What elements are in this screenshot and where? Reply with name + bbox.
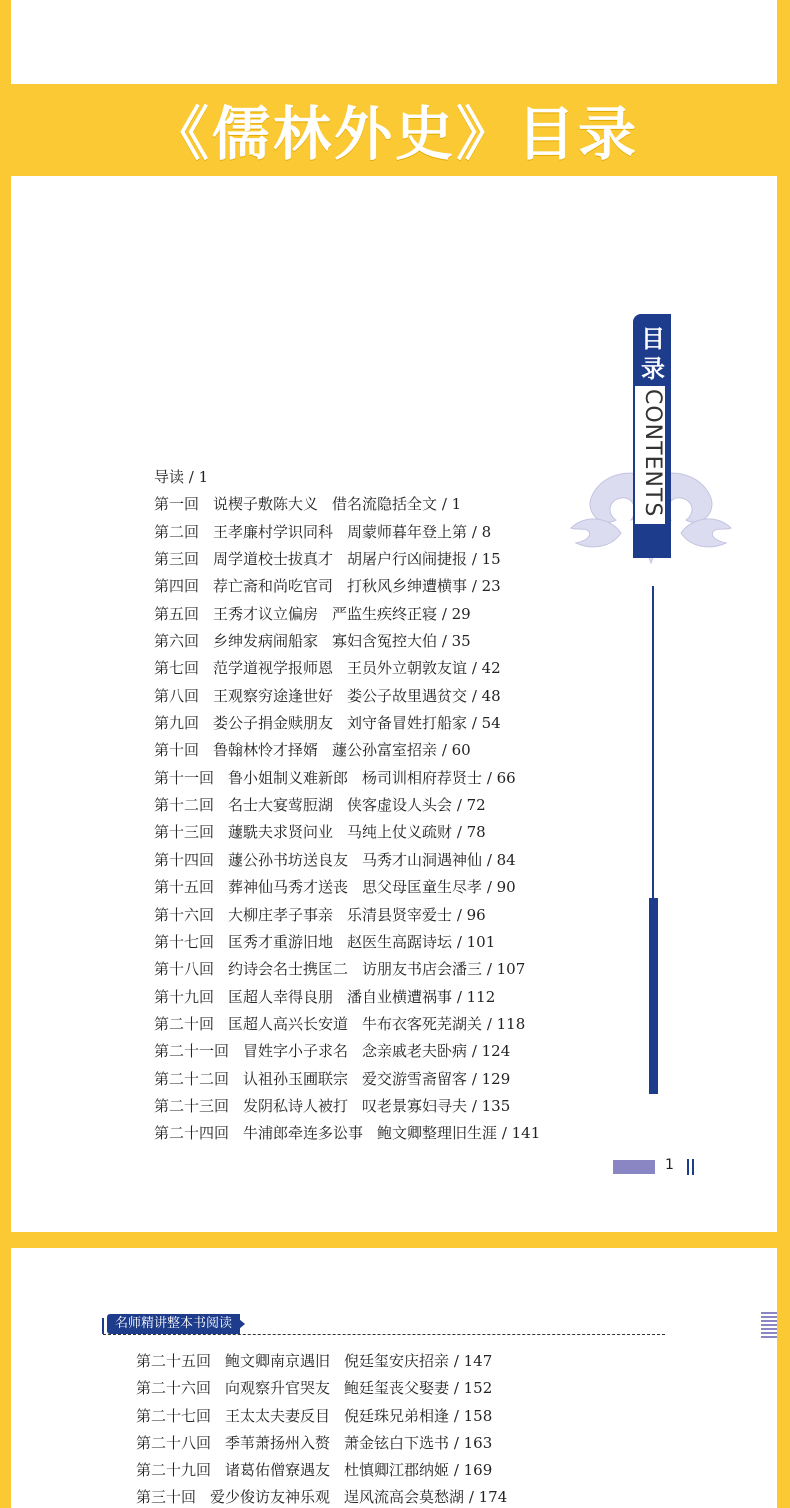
decor-vertical-bar [649,898,658,1094]
chapter-page: 163 [463,1433,493,1452]
chapter-page: 1 [451,495,462,514]
chapter-number: 第二回 [154,522,200,541]
page-number: 1 [665,1157,674,1173]
chapter-page: 35 [451,632,471,651]
toc-list-continued [136,1348,507,1508]
chapter-title-second: 马秀才山洞遇神仙 [362,850,483,869]
decor-vertical-line [652,586,654,898]
chapter-number: 第二十六回 [136,1379,212,1398]
chapter-number: 第二十三回 [154,1096,230,1115]
toc-entry: 第二十五回 鲍文卿南京遇旧 倪廷玺安庆招亲 / 147 [136,1352,493,1370]
chapter-page: 78 [466,823,486,842]
chapter-title-second: 逞风流高会莫愁湖 [344,1488,465,1507]
chapter-title-first: 王观察穷途逢世好 [213,686,334,705]
chapter-page: 141 [511,1124,541,1143]
chapter-title-first: 诸葛佑僧寮遇友 [225,1461,331,1480]
side-stripes [761,1312,777,1340]
chapter-number: 第十三回 [154,823,215,842]
chapter-title-first: 乡绅发病闹船家 [213,632,319,651]
chapter-number: 第十二回 [154,796,215,815]
chapter-title-first: 匡超人幸得良朋 [228,987,334,1006]
chapter-number: 第九回 [154,714,200,733]
chapter-title-second: 倪廷珠兄弟相逢 [344,1406,450,1425]
chapter-page: 169 [463,1461,493,1480]
page-number-bar [613,1160,655,1174]
chapter-title-second: 倪廷玺安庆招亲 [344,1352,450,1370]
chapter-title-first: 匡超人高兴长安道 [228,1014,349,1033]
chapter-page: 147 [463,1352,493,1370]
contents-page-2 [11,1248,777,1508]
chapter-number: 第二十八回 [136,1433,212,1452]
chapter-number: 导读 [154,468,185,486]
chapter-page: 129 [481,1069,511,1088]
chapter-page: 152 [463,1379,493,1398]
chapter-title-first: 匡秀才重游旧地 [228,932,334,951]
chapter-title-first: 牛浦郎牵连多讼事 [243,1124,364,1143]
chapter-page: 112 [466,987,496,1006]
chapter-number: 第二十七回 [136,1406,212,1425]
chapter-page: 174 [478,1488,508,1507]
toc-entry: 第十八回 约诗会名士携匡二 访朋友书店会潘三 / 107 [154,956,540,983]
toc-entry: 第十六回 大柳庄孝子事亲 乐清县贤宰爱士 / 96 [154,902,540,929]
chapter-page: 42 [481,659,501,678]
chapter-title-first: 荐亡斋和尚吃官司 [213,577,334,596]
chapter-number: 第十六回 [154,905,215,924]
toc-entry: 第四回 荐亡斋和尚吃官司 打秋风乡绅遭横事 / 23 [154,573,540,600]
chapter-title-second: 胡屠户行凶闹捷报 [347,550,468,569]
chapter-page: 15 [481,550,501,569]
chapter-page: 107 [496,960,526,979]
chapter-title-second: 访朋友书店会潘三 [362,960,483,979]
chapter-title-first: 范学道视学报师恩 [213,659,334,678]
chapter-page: 72 [466,796,486,815]
toc-entry: 第二十八回 季苇萧扬州入赘 萧金铉白下选书 / 163 [136,1433,493,1452]
chapter-title-first: 冒姓字小子求名 [243,1042,349,1061]
toc-entry: 第七回 范学道视学报师恩 王员外立朝敦友谊 / 42 [154,655,540,682]
chapter-number: 第八回 [154,686,200,705]
chapter-number: 第十五回 [154,878,215,897]
chapter-number: 第四回 [154,577,200,596]
chapter-title-second: 潘自业横遭祸事 [347,987,453,1006]
chapter-title-first: 说楔子敷陈大义 [213,495,319,514]
toc-entry: 第二十一回 冒姓字小子求名 念亲戚老夫卧病 / 124 [154,1038,540,1065]
chapter-title-second: 寡妇含冤控大伯 [332,632,438,651]
page-mark [692,1159,694,1175]
chapter-title-first: 鲁翰林怜才择婿 [213,741,319,760]
top-white-panel [11,0,777,84]
chapter-page: 158 [463,1406,493,1425]
toc-entry: 第九回 娄公子捐金赎朋友 刘守备冒姓打船家 / 54 [154,710,540,737]
toc-entry: 第六回 乡绅发病闹船家 寡妇含冤控大伯 / 35 [154,628,540,655]
chapter-number: 第二十一回 [154,1042,230,1061]
chapter-page: 135 [481,1096,511,1115]
chapter-title-first: 鲍文卿南京遇旧 [225,1352,331,1370]
toc-entry: 第十一回 鲁小姐制义难新郎 杨司训相府荐贤士 / 66 [154,765,540,792]
chapter-title-second: 鲍廷玺丧父娶妻 [344,1379,450,1398]
chapter-title-first: 向观察升官哭友 [225,1379,331,1398]
chapter-page: 96 [466,905,486,924]
chapter-page: 54 [481,714,501,733]
toc-entry: 第二十七回 王太太夫妻反目 倪廷珠兄弟相逢 / 158 [136,1406,493,1425]
chapter-page: 124 [481,1042,511,1061]
toc-entry: 第二回 王孝廉村学识同科 周蒙师暮年登上第 / 8 [154,519,540,546]
toc-entry: 第一回 说楔子敷陈大义 借名流隐括全文 / 1 [154,491,540,518]
chapter-title-first: 认祖孙玉圃联宗 [243,1069,349,1088]
chapter-title-second: 严监生疾终正寝 [332,604,438,623]
chapter-number: 第三十回 [136,1488,197,1507]
chapter-title-second: 杨司训相府荐贤士 [362,768,483,787]
chapter-title-first: 名士大宴莺脰湖 [228,796,334,815]
chapter-page: 8 [481,522,492,541]
chapter-page: 84 [496,850,516,869]
chapter-page: 118 [496,1014,526,1033]
chapter-title-first: 王孝廉村学识同科 [213,522,334,541]
toc-entry: 第十三回 蘧駪夫求贤问业 马纯上仗义疏财 / 78 [154,819,540,846]
chapter-title-first: 爱少俊访友神乐观 [210,1488,331,1507]
chapter-number: 第十九回 [154,987,215,1006]
contents-page-1 [11,176,777,1232]
chapter-title-first: 王秀才议立偏房 [213,604,319,623]
chapter-number: 第十一回 [154,768,215,787]
chapter-title-second: 萧金铉白下选书 [344,1433,450,1452]
chapter-page: 29 [451,604,471,623]
chapter-number: 第二十九回 [136,1461,212,1480]
chapter-title-first: 发阴私诗人被打 [243,1096,349,1115]
chapter-title-second: 周蒙师暮年登上第 [347,522,468,541]
toc-entry: 第十七回 匡秀才重游旧地 赵医生高踞诗坛 / 101 [154,929,540,956]
chapter-page: 66 [496,768,516,787]
toc-entry: 第二十六回 向观察升官哭友 鲍廷玺丧父娶妻 / 152 [136,1379,493,1398]
chapter-number: 第十回 [154,741,200,760]
chapter-page: 48 [481,686,501,705]
chapter-title-first: 葬神仙马秀才送丧 [228,878,349,897]
chapter-page: 60 [451,741,471,760]
chapter-number: 第五回 [154,604,200,623]
page-mark [687,1159,689,1175]
chapter-title-first: 周学道校士拔真才 [213,550,334,569]
chapter-page: 101 [466,932,496,951]
chapter-title-first: 大柳庄孝子事亲 [228,905,334,924]
chapter-page: 90 [496,878,516,897]
toc-entry: 第二十三回 发阴私诗人被打 叹老景寡妇寻夫 / 135 [154,1093,540,1120]
chapter-number: 第二十二回 [154,1069,230,1088]
header-tag-arrow [233,1314,245,1334]
chapter-title-second: 借名流隐括全文 [332,495,438,514]
toc-entry: 第二十二回 认祖孙玉圃联宗 爱交游雪斋留客 / 129 [154,1066,540,1093]
header-dashed-rule [103,1334,665,1335]
toc-entry: 第十九回 匡超人幸得良朋 潘自业横遭祸事 / 112 [154,984,540,1011]
series-header-tag: 名师精讲整本书阅读 [107,1314,240,1334]
toc-entry: 第二十四回 牛浦郎牵连多讼事 鲍文卿整理旧生涯 / 141 [154,1120,540,1147]
chapter-title-second: 牛布衣客死芜湖关 [362,1014,483,1033]
toc-entry: 第八回 王观察穷途逢世好 娄公子故里遇贫交 / 48 [154,683,540,710]
tab-title-en: CONTENTS [640,389,665,518]
chapter-title-first: 季苇萧扬州入赘 [225,1433,331,1452]
chapter-title-second: 念亲戚老夫卧病 [362,1042,468,1061]
toc-entry: 第三回 周学道校士拔真才 胡屠户行凶闹捷报 / 15 [154,546,540,573]
chapter-title-second: 杜慎卿江郡纳姬 [344,1461,450,1480]
chapter-title-second: 叹老景寡妇寻夫 [362,1096,468,1115]
banner-title: 《儒林外史》目录 [150,100,639,168]
chapter-number: 第十八回 [154,960,215,979]
tab-title-cn: 目录 [641,325,665,383]
chapter-title-first: 蘧公孙书坊送良友 [228,850,349,869]
toc-entry: 导读 / 1 [154,464,540,491]
chapter-title-second: 打秋风乡绅遭横事 [347,577,468,596]
chapter-number: 第十四回 [154,850,215,869]
chapter-page: 1 [198,468,209,486]
chapter-title-second: 思父母匡童生尽孝 [362,878,483,897]
toc-entry: 第十回 鲁翰林怜才择婿 蘧公孙富室招亲 / 60 [154,737,540,764]
toc-list [154,464,540,1148]
toc-entry: 第十四回 蘧公孙书坊送良友 马秀才山洞遇神仙 / 84 [154,847,540,874]
toc-entry: 第十五回 葬神仙马秀才送丧 思父母匡童生尽孝 / 90 [154,874,540,901]
chapter-number: 第七回 [154,659,200,678]
chapter-title-first: 王太太夫妻反目 [225,1406,331,1425]
chapter-title-first: 约诗会名士携匡二 [228,960,349,979]
chapter-number: 第三回 [154,550,200,569]
toc-entry: 第三十回 爱少俊访友神乐观 逞风流高会莫愁湖 / 174 [136,1488,508,1507]
chapter-title-second: 刘守备冒姓打船家 [347,714,468,733]
chapter-title-second: 爱交游雪斋留客 [362,1069,468,1088]
chapter-title-second: 蘧公孙富室招亲 [332,741,438,760]
chapter-title-first: 娄公子捐金赎朋友 [213,714,334,733]
chapter-number: 第六回 [154,632,200,651]
toc-entry: 第二十九回 诸葛佑僧寮遇友 杜慎卿江郡纳姬 / 169 [136,1461,493,1480]
chapter-title-second: 马纯上仗义疏财 [347,823,453,842]
chapter-number: 第十七回 [154,932,215,951]
chapter-number: 第二十五回 [136,1352,212,1370]
chapter-title-first: 鲁小姐制义难新郎 [228,768,349,787]
toc-entry: 第五回 王秀才议立偏房 严监生疾终正寝 / 29 [154,601,540,628]
chapter-number: 第一回 [154,495,200,514]
chapter-title-second: 侠客虚设人头会 [347,796,453,815]
chapter-title-second: 王员外立朝敦友谊 [347,659,468,678]
header-pin [102,1318,104,1334]
chapter-page: 23 [481,577,501,596]
chapter-title-second: 鲍文卿整理旧生涯 [377,1124,498,1143]
toc-entry: 第十二回 名士大宴莺脰湖 侠客虚设人头会 / 72 [154,792,540,819]
chapter-title-second: 娄公子故里遇贫交 [347,686,468,705]
chapter-title-second: 赵医生高踞诗坛 [347,932,453,951]
chapter-title-first: 蘧駪夫求贤问业 [228,823,334,842]
toc-entry: 第二十回 匡超人高兴长安道 牛布衣客死芜湖关 / 118 [154,1011,540,1038]
chapter-number: 第二十回 [154,1014,215,1033]
chapter-number: 第二十四回 [154,1124,230,1143]
chapter-title-second: 乐清县贤宰爱士 [347,905,453,924]
